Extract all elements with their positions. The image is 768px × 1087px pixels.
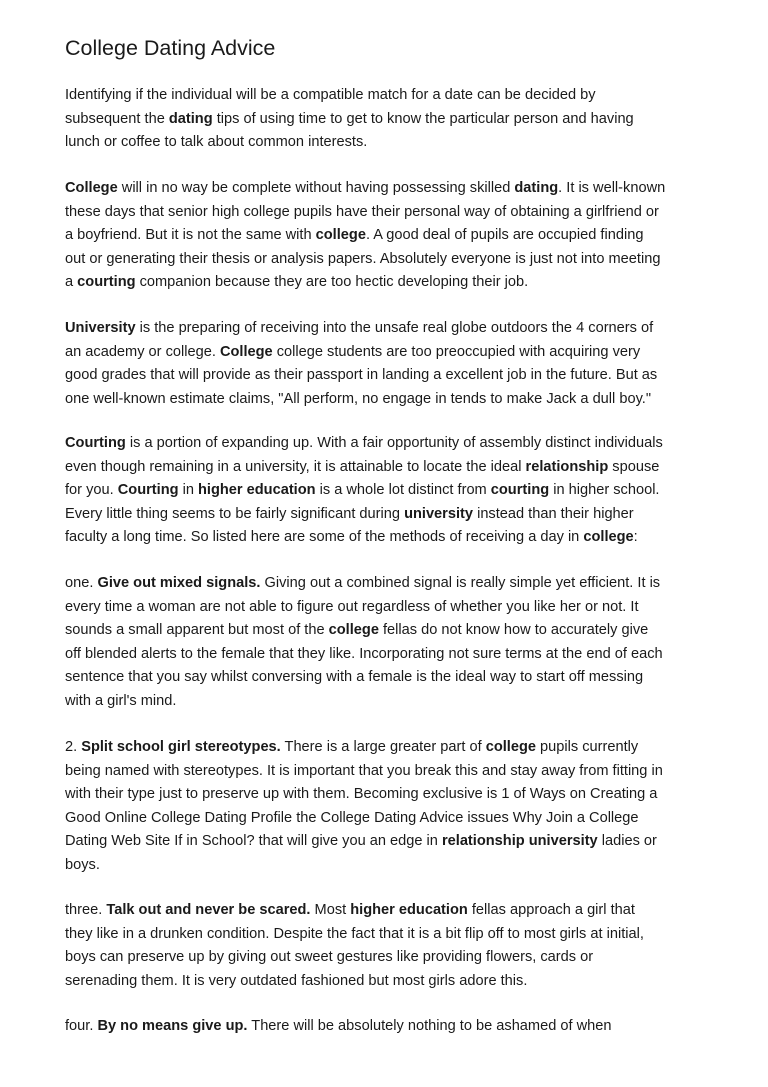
text-run: sentence that you say whilst conversing with a female is the ideal way to start off messing — [65, 669, 644, 685]
text-line — [65, 946, 644, 970]
text-run: fellas do not know how to accurately give — [378, 622, 649, 638]
text-run: There is a large greater part of — [280, 739, 486, 755]
bold-keyword: higher education — [198, 482, 316, 498]
bold-keyword: Talk out and never be scared. — [106, 902, 311, 918]
bold-keyword: College — [65, 180, 118, 196]
text-line — [65, 456, 663, 480]
text-run: for you. — [65, 482, 118, 498]
text-run: faculty a long time. So listed here are some of the methods of receiving a day in — [65, 529, 584, 545]
paragraph — [65, 1015, 611, 1039]
text-run: subsequent the — [65, 110, 169, 127]
bold-keyword: dating — [168, 110, 213, 127]
text-run: a boyfriend. But it is not the same with — [65, 227, 316, 243]
text-run: four. — [65, 1018, 98, 1034]
text-run: one. — [65, 575, 98, 591]
bold-keyword: University — [65, 320, 136, 336]
text-line — [65, 479, 663, 503]
text-run: an academy or college. — [65, 343, 220, 360]
text-run: is the preparing of receiving into the unsafe real globe outdoors the 4 corners of — [135, 320, 654, 336]
paragraph — [65, 432, 663, 550]
text-line — [65, 177, 665, 201]
page-title: College Dating Advice — [65, 36, 276, 60]
text-run: good grades that will provide as their passport in landing a excellent job in the future. But as — [65, 367, 658, 383]
text-run: instead than their higher — [473, 505, 634, 522]
bold-keyword: university — [404, 505, 474, 522]
bold-keyword: college — [315, 227, 366, 243]
text-line — [65, 317, 657, 341]
bold-keyword: dating — [514, 180, 559, 196]
text-run: serenading them. It is very outdated fashioned but most girls adore this. — [65, 972, 528, 989]
bold-keyword: higher education — [350, 902, 468, 918]
text-line — [65, 1015, 611, 1039]
text-line — [65, 736, 663, 760]
text-line — [65, 807, 663, 831]
paragraph — [65, 572, 663, 713]
bold-keyword: courting — [490, 482, 550, 498]
text-run: . It is well-known — [558, 180, 666, 196]
text-run: Dating Web Site If in School? that will give you an edge in — [65, 833, 442, 849]
text-run: every time a woman are not able to figure out regardless of whether you like her or not. It — [65, 598, 639, 615]
paragraph — [65, 177, 665, 295]
text-line — [65, 341, 657, 365]
text-line — [65, 526, 663, 550]
text-run: pupils currently — [536, 739, 639, 755]
text-line — [65, 364, 657, 388]
bold-keyword: relationship — [525, 458, 609, 475]
text-run: even though remaining in a university, it is attainable to locate the ideal — [65, 458, 526, 475]
paragraph — [65, 736, 663, 877]
text-run: three. — [65, 902, 107, 918]
text-run: off blended alerts to the female that they like. Incorporating not sure terms at the end of each — [65, 645, 663, 662]
text-line — [65, 923, 644, 947]
text-line — [65, 248, 665, 272]
bold-keyword: relationship university — [441, 833, 598, 849]
text-run: in — [178, 482, 198, 498]
bold-keyword: college — [583, 529, 634, 545]
bold-keyword: College — [219, 343, 273, 360]
text-line — [65, 201, 665, 225]
text-run: : — [633, 529, 638, 545]
bold-keyword: courting — [77, 274, 136, 290]
text-run: with their type just to preserve up with them. Becoming exclusive is 1 of Ways on Creating a — [65, 786, 658, 802]
text-run: sounds a small apparent but most of the — [65, 622, 329, 638]
text-run: lunch or coffee to talk about common interests. — [65, 134, 368, 150]
text-run: 2. — [65, 739, 82, 755]
text-run: ladies or — [597, 833, 657, 849]
text-run: tips of using time to get to know the particular person and having — [212, 110, 634, 127]
text-line — [65, 432, 663, 456]
text-run: with a girl's mind. — [65, 692, 177, 709]
text-line — [65, 271, 665, 295]
text-line — [65, 830, 663, 854]
text-run: will in no way be complete without having possessing skilled — [117, 180, 515, 196]
paragraph — [65, 899, 644, 993]
text-run: one well-known estimate claims, "All perform, no engage in tends to make Jack a dull boy." — [65, 390, 652, 407]
text-run: companion because they are too hectic developing their job. — [135, 274, 529, 290]
text-run: is a portion of expanding up. With a fair opportunity of assembly distinct individuals — [125, 435, 663, 451]
text-run: Most — [310, 902, 351, 918]
text-run: college students are too preoccupied with acquiring very — [272, 343, 641, 360]
text-run: spouse — [608, 458, 660, 475]
text-line — [65, 388, 657, 412]
text-line — [65, 854, 663, 878]
text-run: they like in a drunken condition. Despite the fact that it is a bit flip off to most girls at initial, — [65, 925, 644, 942]
text-line — [65, 84, 634, 108]
text-run: . A good deal of pupils are occupied finding — [365, 227, 644, 243]
text-run: Good Online College Dating Profile the College Dating Advice issues Why Join a College — [65, 809, 639, 826]
paragraph — [65, 84, 634, 155]
bold-keyword: Courting — [117, 482, 179, 498]
text-line — [65, 572, 663, 596]
text-line — [65, 690, 663, 714]
text-line — [65, 643, 663, 667]
text-run: these days that senior high college pupils have their personal way of obtaining a girlfriend or — [65, 203, 659, 220]
text-run: being named with stereotypes. It is important that you break this and stay away from fitting in — [65, 762, 663, 779]
bold-keyword: college — [485, 739, 536, 755]
text-line — [65, 503, 663, 527]
text-line — [65, 131, 634, 155]
text-run: is a whole lot distinct from — [315, 482, 491, 498]
text-run: Identifying if the individual will be a compatible match for a date can be decided by — [65, 87, 596, 103]
text-run: fellas approach a girl that — [467, 902, 635, 918]
text-run: Every little thing seems to be fairly significant during — [65, 505, 405, 522]
bold-keyword: Give out mixed signals. — [97, 575, 261, 591]
text-line — [65, 783, 663, 807]
text-run: boys. — [65, 856, 100, 873]
text-run: There will be absolutely nothing to be ashamed of when — [247, 1018, 612, 1034]
bold-keyword: By no means give up. — [97, 1018, 248, 1034]
text-run: out or generating their thesis or analysis papers. Absolutely everyone is just not into meeting — [65, 250, 661, 267]
text-run: Giving out a combined signal is really simple yet efficient. It is — [260, 575, 661, 591]
text-line — [65, 666, 663, 690]
text-line — [65, 760, 663, 784]
text-line — [65, 224, 665, 248]
text-line — [65, 899, 644, 923]
bold-keyword: college — [328, 622, 379, 638]
text-run: boys can preserve up by giving out sweet gestures like providing flowers, cards or — [65, 949, 594, 965]
text-line — [65, 970, 644, 994]
text-line — [65, 619, 663, 643]
bold-keyword: Split school girl stereotypes. — [81, 739, 281, 755]
text-run: in higher school. — [549, 482, 660, 498]
text-line — [65, 596, 663, 620]
paragraph — [65, 317, 657, 411]
bold-keyword: Courting — [65, 435, 126, 451]
text-line — [65, 108, 634, 132]
text-run: a — [65, 274, 78, 290]
